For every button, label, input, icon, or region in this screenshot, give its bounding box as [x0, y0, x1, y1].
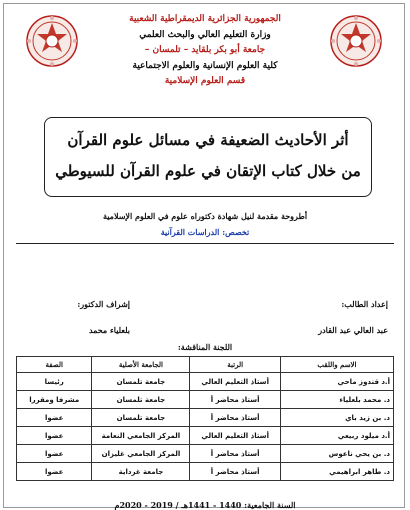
faculty-name: كلية العلوم الإنسانية والعلوم الاجتماعية	[132, 60, 278, 71]
member-university: جامعة تلمسان	[92, 391, 190, 409]
committee-title: اللجنة المناقشة:	[177, 342, 233, 352]
col-university-header: الجامعة الأصلية	[92, 357, 190, 373]
member-role: عضوا	[17, 409, 92, 427]
member-rank: أستاذ محاضر أ	[190, 445, 280, 463]
member-name: د. طاهر ابراهيمي	[280, 463, 393, 481]
supervisor-label: إشراف الدكتور:	[77, 299, 130, 309]
member-role: عضوا	[17, 445, 92, 463]
committee-header-row	[17, 357, 394, 373]
table-row	[17, 373, 394, 391]
member-rank: أستاذ التعليم العالي	[190, 373, 280, 391]
member-university: جامعة غرداية	[92, 463, 190, 481]
col-name-header: الاسم واللقب	[280, 357, 393, 373]
section-divider	[16, 243, 394, 244]
member-name: أ.د ميلود ربيعي	[280, 427, 393, 445]
member-university: المركز الجامعي النعامة	[92, 427, 190, 445]
col-role-header: الصفة	[17, 357, 92, 373]
academic-year: السنة الجامعية: 1440 - 1441هـ / 2019 - 2020م	[114, 500, 296, 510]
member-rank: أستاذ محاضر أ	[190, 463, 280, 481]
table-row	[17, 391, 394, 409]
specialty-label: تخصص:	[222, 227, 250, 237]
table-row	[17, 445, 394, 463]
specialty-value: الدراسات القرآنية	[160, 227, 220, 237]
member-rank: أستاذ محاضر أ	[190, 409, 280, 427]
thesis-specialty	[0, 224, 410, 240]
thesis-title-box	[44, 117, 372, 197]
thesis-description: أطروحة مقدمة لنيل شهادة دكتوراه علوم في العلوم الإسلامية	[102, 211, 308, 221]
supervisor-name: بلعلياء محمد	[88, 325, 130, 335]
member-role: مشرفا ومقررا	[17, 391, 92, 409]
member-role: عضوا	[17, 463, 92, 481]
member-role: رئيسا	[17, 373, 92, 391]
table-row	[17, 463, 394, 481]
thesis-title-line2: من خلال كتاب الإتقان في علوم القرآن للسيوطي	[55, 162, 361, 180]
member-name: د. بن يحي ناعوس	[280, 445, 393, 463]
member-role: عضوا	[17, 427, 92, 445]
student-block	[318, 291, 388, 343]
country-name: الجمهورية الجزائرية الديمقراطية الشعبية	[129, 14, 281, 24]
committee-table	[16, 356, 394, 481]
member-rank: أستاذ محاضر أ	[190, 391, 280, 409]
supervisor-block	[40, 291, 130, 343]
member-name: أ.د قندوز ماحي	[280, 373, 393, 391]
table-row	[17, 409, 394, 427]
institution-header	[0, 12, 410, 90]
col-rank-header: الرتبة	[190, 357, 280, 373]
member-rank: أستاذ التعليم العالي	[190, 427, 280, 445]
member-name: د. بن زيد باي	[280, 409, 393, 427]
department-name: قسم العلوم الإسلامية	[164, 76, 246, 86]
student-label: إعداد الطالب:	[341, 299, 388, 309]
table-row	[17, 427, 394, 445]
student-name: عبد العالي عبد القادر	[318, 325, 388, 335]
thesis-info	[0, 208, 410, 240]
member-university: جامعة تلمسان	[92, 373, 190, 391]
thesis-title-line1: أثر الأحاديث الضعيفة في مسائل علوم القرآن	[67, 131, 349, 149]
member-name: د. محمد بلعلياء	[280, 391, 393, 409]
member-university: المركز الجامعي غليزان	[92, 445, 190, 463]
university-name: جامعة أبو بكر بلقايد – تلمسان –	[144, 45, 266, 55]
member-university: جامعة تلمسان	[92, 409, 190, 427]
ministry-name: وزارة التعليم العالي والبحث العلمي	[139, 29, 271, 40]
